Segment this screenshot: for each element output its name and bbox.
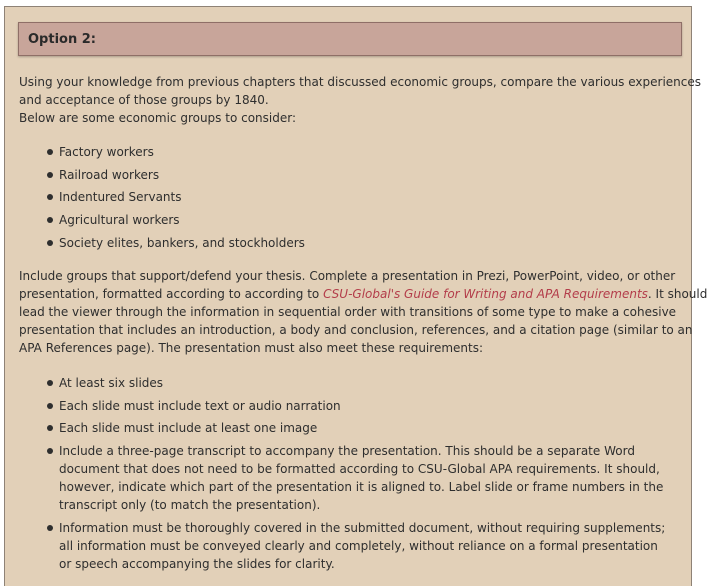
- assignment-panel: [4, 6, 707, 586]
- option-header: [18, 22, 682, 56]
- bullet-icon: [47, 403, 53, 409]
- list-item-text: Each slide must include text or audio narration: [59, 399, 341, 413]
- para-line-2: [19, 285, 707, 303]
- list-item-text: Each slide must include at least one image: [59, 421, 318, 435]
- para-line-2-start: presentation, formatted according to according to: [19, 287, 324, 301]
- bullet-icon: [47, 448, 53, 454]
- list-item-text: At least six slides: [59, 376, 164, 390]
- bullet-icon: [47, 380, 53, 386]
- intro-line-3: Below are some economic groups to consider:: [19, 111, 297, 125]
- intro-line-1: Using your knowledge from previous chapters that discussed economic groups, compare the various experiences: [19, 75, 702, 89]
- para-line-5: APA References page). The presentation must also meet these requirements:: [19, 341, 483, 355]
- bullet-icon: [47, 240, 53, 246]
- bullet-icon: [47, 149, 53, 155]
- para-line-3: lead the viewer through the information in sequential order with transitions of some type to make a cohesive: [19, 305, 677, 319]
- bullet-icon: [47, 217, 53, 223]
- list-item-text: document that does not need to be formatted according to CSU-Global APA requirements. It should,: [59, 462, 660, 476]
- list-item-text: Agricultural workers: [59, 213, 180, 227]
- bullet-icon: [47, 525, 53, 531]
- para-line-2-end: . It should: [647, 287, 707, 301]
- bullet-icon: [47, 172, 53, 178]
- para-line-4: presentation that includes an introduction, a body and conclusion, references, and a citation page (similar to an: [19, 323, 693, 337]
- apa-guide-link[interactable]: CSU-Global's Guide for Writing and APA Requirements: [323, 287, 648, 301]
- list-item-text: transcript only (to match the presentation).: [59, 498, 321, 512]
- list-item-text: however, indicate which part of the presentation it is aligned to. Label slide or frame numbers in the: [59, 480, 664, 494]
- list-item-text: Information must be thoroughly covered in the submitted document, without requiring supplements;: [59, 521, 666, 535]
- list-item-text: or speech accompanying the slides for clarity.: [59, 557, 335, 571]
- bullet-icon: [47, 425, 53, 431]
- list-item-text: Factory workers: [59, 145, 154, 159]
- bullet-icon: [47, 194, 53, 200]
- option-title: Option 2:: [28, 32, 96, 47]
- intro-line-2: and acceptance of those groups by 1840.: [19, 93, 269, 107]
- list-item-text: Railroad workers: [59, 168, 160, 182]
- list-item-text: Include a three-page transcript to accompany the presentation. This should be a separate Word: [59, 444, 635, 458]
- list-item-text: Society elites, bankers, and stockholders: [59, 236, 305, 250]
- list-item-text: all information must be conveyed clearly and completely, without reliance on a formal presentation: [59, 539, 658, 553]
- list-item-text: Indentured Servants: [59, 190, 182, 204]
- para-line-1: Include groups that support/defend your thesis. Complete a presentation in Prezi, PowerPoint, video, or other: [19, 269, 676, 283]
